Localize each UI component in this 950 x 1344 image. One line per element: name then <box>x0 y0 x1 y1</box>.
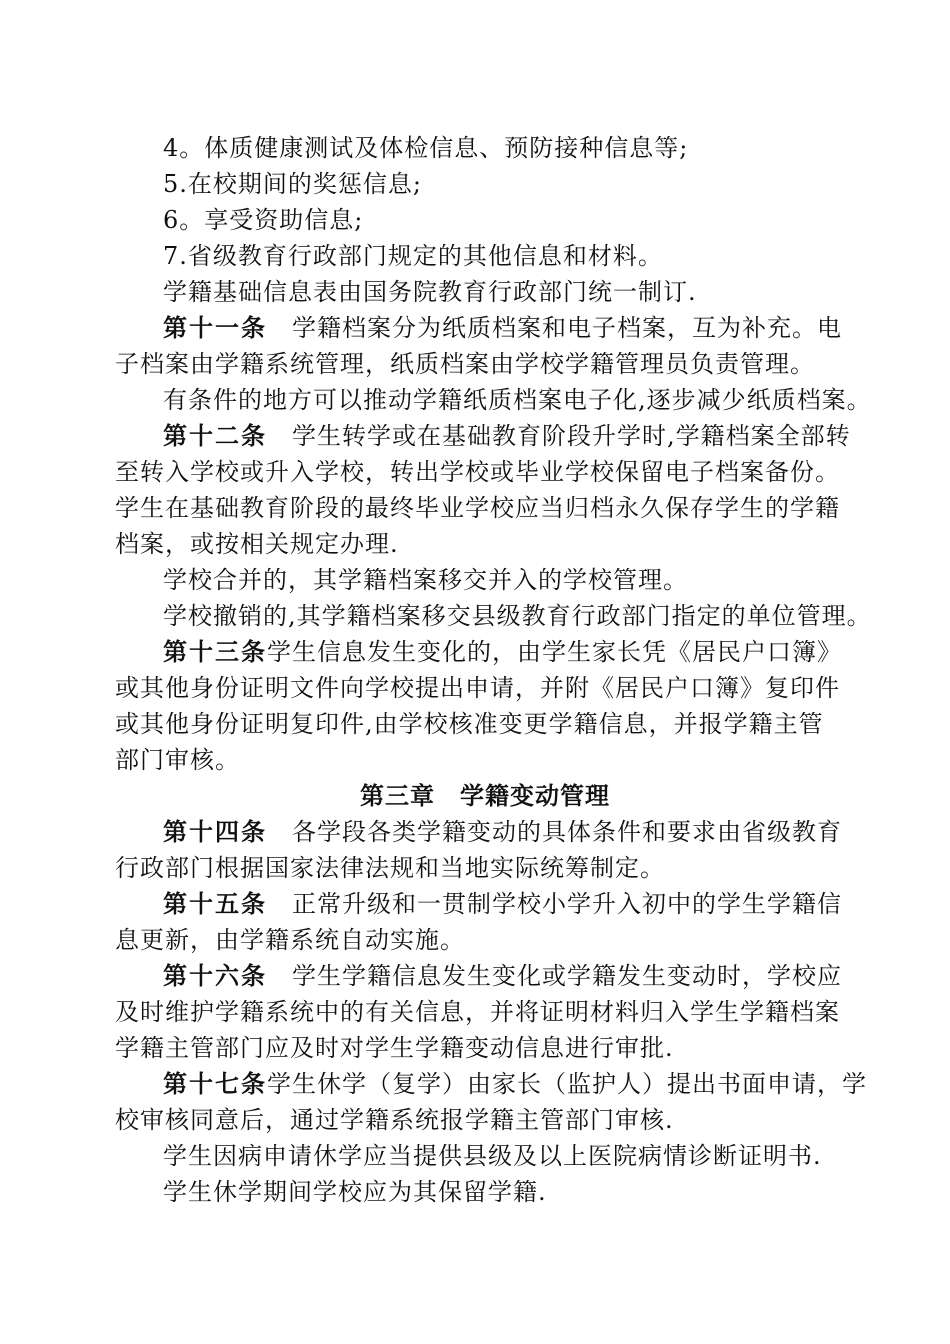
text: 学生休学期间学校应为其保留学籍. <box>163 1178 547 1206</box>
text: 学校合并的，其学籍档案移交并入的学校管理。 <box>163 566 688 594</box>
text: 各学段各类学籍变动的具体条件和要求由省级教育 <box>267 818 842 846</box>
article-label: 第十五条 <box>163 890 267 918</box>
text: 7.省级教育行政部门规定的其他信息和材料。 <box>163 242 663 270</box>
paragraph-line <box>115 742 240 778</box>
article-line <box>163 886 842 922</box>
paragraph-line <box>163 598 872 634</box>
article-label: 第十四条 <box>163 818 267 846</box>
text: 学生在基础教育阶段的最终毕业学校应当归档永久保存学生的学籍 <box>115 494 840 522</box>
text: 学生因病申请休学应当提供县级及以上医院病情诊断证明书. <box>163 1142 822 1170</box>
paragraph-line <box>115 454 840 490</box>
article-line <box>163 1066 867 1102</box>
paragraph-line <box>115 1030 674 1066</box>
text: 第三章 学籍变动管理 <box>360 782 610 810</box>
text: 学籍主管部门应及时对学生学籍变动信息进行审批. <box>115 1034 674 1062</box>
text: 学生转学或在基础教育阶段升学时,学籍档案全部转 <box>267 422 851 450</box>
text: 学生学籍信息发生变化或学籍发生变动时，学校应 <box>267 962 842 990</box>
chapter-heading <box>360 778 610 814</box>
text: 学籍基础信息表由国务院教育行政部门统一制订. <box>163 278 697 306</box>
paragraph-line <box>163 130 688 166</box>
text: 4。体质健康测试及体检信息、预防接种信息等; <box>163 134 689 162</box>
article-line <box>163 634 842 670</box>
text: 有条件的地方可以推动学籍纸质档案电子化,逐步减少纸质档案。 <box>163 386 872 414</box>
text: 及时维护学籍系统中的有关信息，并将证明材料归入学生学籍档案 <box>115 998 840 1026</box>
article-label: 第十二条 <box>163 422 267 450</box>
article-line <box>163 814 842 850</box>
paragraph-line <box>115 850 665 886</box>
text: 5.在校期间的奖惩信息; <box>163 170 422 198</box>
text: 学籍档案分为纸质档案和电子档案，互为补充。电 <box>267 314 842 342</box>
text: 行政部门根据国家法律法规和当地实际统筹制定。 <box>115 854 665 882</box>
article-line <box>163 958 842 994</box>
text: 子档案由学籍系统管理，纸质档案由学校学籍管理员负责管理。 <box>115 350 815 378</box>
paragraph-line <box>115 922 465 958</box>
paragraph-line <box>115 670 840 706</box>
text: 息更新，由学籍系统自动实施。 <box>115 926 465 954</box>
article-label: 第十七条 <box>163 1070 267 1098</box>
text: 学校撤销的,其学籍档案移交县级教育行政部门指定的单位管理。 <box>163 602 872 630</box>
text: 校审核同意后，通过学籍系统报学籍主管部门审核. <box>115 1106 674 1134</box>
text: 学生休学（复学）由家长（监护人）提出书面申请，学 <box>267 1070 867 1098</box>
paragraph-line <box>115 526 399 562</box>
paragraph-line <box>163 1174 547 1210</box>
paragraph-line <box>163 166 422 202</box>
paragraph-line <box>163 274 697 310</box>
article-label: 第十一条 <box>163 314 267 342</box>
text: 或其他身份证明复印件,由学校核准变更学籍信息，并报学籍主管 <box>115 710 824 738</box>
paragraph-line <box>115 490 840 526</box>
article-line <box>163 310 842 346</box>
paragraph-line <box>163 202 363 238</box>
text: 学生信息发生变化的，由学生家长凭《居民户口簿》 <box>267 638 842 666</box>
paragraph-line <box>163 1138 822 1174</box>
paragraph-line <box>115 994 840 1030</box>
paragraph-line <box>163 238 663 274</box>
text: 档案，或按相关规定办理. <box>115 530 399 558</box>
paragraph-line <box>163 382 872 418</box>
article-line <box>163 418 851 454</box>
article-label: 第十三条 <box>163 638 267 666</box>
paragraph-line <box>115 706 824 742</box>
text: 6。享受资助信息; <box>163 206 364 234</box>
text: 正常升级和一贯制学校小学升入初中的学生学籍信 <box>267 890 842 918</box>
paragraph-line <box>115 346 815 382</box>
text: 至转入学校或升入学校，转出学校或毕业学校保留电子档案备份。 <box>115 458 840 486</box>
text: 部门审核。 <box>115 746 240 774</box>
paragraph-line <box>115 1102 674 1138</box>
article-label: 第十六条 <box>163 962 267 990</box>
paragraph-line <box>163 562 688 598</box>
text: 或其他身份证明文件向学校提出申请，并附《居民户口簿》复印件 <box>115 674 840 702</box>
